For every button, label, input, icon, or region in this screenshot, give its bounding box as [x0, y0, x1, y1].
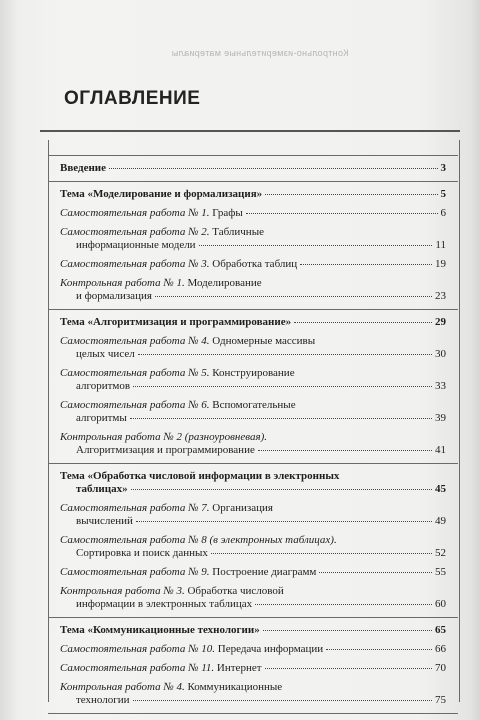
dot-leader [246, 213, 438, 214]
toc-item-line [60, 258, 446, 271]
divider [48, 617, 458, 618]
toc-item-text [76, 598, 252, 611]
divider [48, 463, 458, 464]
toc-item-title: алгоритмы [76, 412, 127, 424]
toc-item-line [60, 335, 446, 348]
dot-leader [319, 572, 432, 573]
toc-item-text [76, 412, 127, 425]
toc-item-page: 6 [440, 207, 446, 219]
toc-item-title: Алгоритмизация и программирование [76, 444, 255, 456]
toc-item-line [60, 277, 446, 290]
toc-item-line [60, 444, 446, 457]
toc-item-text [60, 367, 295, 380]
divider [48, 155, 458, 156]
toc-item-title: Моделирование [187, 277, 262, 289]
toc-item-line [60, 290, 446, 303]
toc-item-kind: Самостоятельная работа № 7. [60, 502, 210, 514]
toc-item-line [60, 502, 446, 515]
toc-item [60, 399, 446, 425]
toc-item-line [60, 547, 446, 560]
toc-item-page: 60 [435, 598, 446, 610]
toc-item-kind: Самостоятельная работа № 5. [60, 367, 210, 379]
toc-item-title: Вспомогательные [212, 399, 296, 411]
toc-topic-label: Тема «Алгоритмизация и программирование» [60, 316, 292, 328]
toc-item-line [60, 534, 446, 547]
running-head-mirrored: Контрольно-измерительные материалы [171, 48, 349, 58]
toc-topic [60, 624, 446, 637]
dot-leader [300, 264, 432, 265]
toc-item-text [76, 694, 130, 707]
divider [48, 713, 458, 714]
toc-entry-page: 3 [440, 162, 446, 174]
dot-leader [155, 296, 432, 297]
toc-item-page: 75 [435, 694, 446, 706]
toc-item-title: технологии [76, 694, 130, 706]
toc-item-kind: Самостоятельная работа № 11. [60, 662, 215, 674]
toc-item-line [60, 380, 446, 393]
toc-item-title: информационные модели [76, 239, 196, 251]
toc-item-kind: Самостоятельная работа № 8 (в электронных таблицах). [60, 534, 337, 546]
toc-item [60, 431, 446, 457]
dot-leader [326, 649, 432, 650]
toc-item-text [76, 239, 196, 252]
toc-item-text [60, 662, 262, 675]
toc-item [60, 662, 446, 675]
toc-item-title: Организация [212, 502, 273, 514]
toc-item-kind: Самостоятельная работа № 6. [60, 399, 210, 411]
toc-item-page: 52 [435, 547, 446, 559]
toc-topic-line [60, 470, 446, 483]
toc-item-title: Одномерные массивы [212, 335, 316, 347]
toc-entry-intro [60, 162, 446, 175]
toc-item-line [60, 239, 446, 252]
toc-item-kind: Самостоятельная работа № 4. [60, 335, 210, 347]
toc-item [60, 566, 446, 579]
toc-item-title: вычислений [76, 515, 133, 527]
toc-item-title: Построение диаграмм [212, 566, 317, 578]
divider [48, 181, 458, 182]
toc-item-page: 11 [435, 239, 446, 251]
divider [48, 309, 458, 310]
dot-leader [265, 668, 432, 669]
toc-item-text [76, 444, 255, 457]
toc-item-text [60, 681, 282, 694]
dot-leader [130, 418, 432, 419]
toc-item [60, 207, 446, 220]
toc-topic-line [60, 483, 446, 496]
toc-item-line [60, 694, 446, 707]
toc-item-kind: Самостоятельная работа № 1. [60, 207, 210, 219]
toc-item-text [60, 258, 297, 271]
toc-item-page: 41 [435, 444, 446, 456]
toc-item-line [60, 207, 446, 220]
toc-item-kind: Контрольная работа № 2 (разноуровневая). [60, 431, 267, 443]
toc-item-text [60, 277, 262, 290]
toc-item [60, 226, 446, 252]
toc-item-line [60, 598, 446, 611]
toc-item-page: 49 [435, 515, 446, 527]
dot-leader [199, 245, 433, 246]
page-title: ОГЛАВЛЕНИЕ [64, 88, 201, 109]
toc-item-line [60, 681, 446, 694]
toc-item-text [60, 534, 337, 547]
dot-leader [294, 322, 432, 323]
toc-topic-label: Тема «Моделирование и формализация» [60, 188, 263, 200]
toc-item-text [60, 226, 264, 239]
toc-item [60, 258, 446, 271]
toc-item-text [60, 643, 323, 656]
toc-item-title: Графы [212, 207, 243, 219]
dot-leader [133, 700, 432, 701]
toc-item-text [60, 502, 273, 515]
toc-topic-line [60, 624, 446, 637]
dot-leader [136, 521, 432, 522]
toc-topic-page: 5 [440, 188, 446, 200]
toc-item-kind: Контрольная работа № 1. [60, 277, 185, 289]
dot-leader [109, 168, 437, 169]
toc-item-text [60, 585, 284, 598]
toc-item-line [60, 662, 446, 675]
toc-entry-label: Введение [60, 162, 107, 174]
toc-topic-page: 65 [435, 624, 446, 636]
toc-item-page: 23 [435, 290, 446, 302]
toc-item-page: 33 [435, 380, 446, 392]
toc-item-title: Табличные [212, 226, 264, 238]
toc-item-line [60, 643, 446, 656]
toc-topic-label: Тема «Обработка числовой информации в электронных [60, 470, 340, 482]
toc-item-line [60, 585, 446, 598]
toc-topic-line [60, 188, 446, 201]
toc-topic-page: 29 [435, 316, 446, 328]
toc-item [60, 585, 446, 611]
toc-item-line [60, 566, 446, 579]
toc-item-title: Коммуникационные [187, 681, 283, 693]
dot-leader [138, 354, 432, 355]
toc-item [60, 681, 446, 707]
dot-leader [265, 194, 437, 195]
toc-item [60, 502, 446, 528]
toc-item-page: 66 [435, 643, 446, 655]
dot-leader [211, 553, 432, 554]
toc-item-page: 70 [435, 662, 446, 674]
toc-topic-label: Тема «Коммуникационные технологии» [60, 624, 260, 636]
toc-item-title: Обработка таблиц [212, 258, 298, 270]
toc-topic [60, 188, 446, 201]
toc-item-text [60, 399, 296, 412]
dot-leader [258, 450, 432, 451]
toc-item-title: целых чисел [76, 348, 135, 360]
toc-item-kind: Контрольная работа № 3. [60, 585, 185, 597]
toc-item-text [60, 335, 315, 348]
toc-topic-page: 45 [435, 483, 446, 495]
toc-item-title: Конструирование [212, 367, 295, 379]
toc-topic [60, 470, 446, 496]
toc-item-line [60, 412, 446, 425]
toc-item-page: 30 [435, 348, 446, 360]
toc-item-title: Интернет [216, 662, 262, 674]
toc-item [60, 335, 446, 361]
toc-topic [60, 316, 446, 329]
toc-item-text [76, 515, 133, 528]
toc-item-title: и формализация [76, 290, 152, 302]
toc-item [60, 367, 446, 393]
toc-item-title: информации в электронных таблицах [76, 598, 253, 610]
dot-leader [255, 604, 432, 605]
toc-item-line [60, 348, 446, 361]
toc-item-line [60, 399, 446, 412]
table-of-contents [60, 150, 446, 720]
toc-item-text [60, 207, 243, 220]
toc-item-line [60, 226, 446, 239]
toc-item-page: 39 [435, 412, 446, 424]
toc-item-title: Передача информации [217, 643, 324, 655]
dot-leader [263, 630, 432, 631]
toc-item-line [60, 367, 446, 380]
toc-item-kind: Самостоятельная работа № 10. [60, 643, 215, 655]
toc-item [60, 277, 446, 303]
toc-item-text [76, 290, 152, 303]
toc-item-kind: Самостоятельная работа № 2. [60, 226, 210, 238]
toc-item-page: 19 [435, 258, 446, 270]
toc-item-text [60, 566, 316, 579]
toc-item-kind: Самостоятельная работа № 9. [60, 566, 210, 578]
toc-item [60, 534, 446, 560]
toc-item-text [76, 380, 130, 393]
toc-item-page: 55 [435, 566, 446, 578]
toc-topic-label: таблицах» [76, 483, 128, 495]
toc-item-title: алгоритмов [76, 380, 131, 392]
toc-item [60, 643, 446, 656]
toc-item-text [76, 348, 135, 361]
toc-item-title: Обработка числовой [187, 585, 284, 597]
toc-item-kind: Контрольная работа № 4. [60, 681, 185, 693]
toc-item-text [76, 547, 208, 560]
dot-leader [133, 386, 432, 387]
toc-topic-line [60, 316, 446, 329]
toc-item-line [60, 515, 446, 528]
toc-item-title: Сортировка и поиск данных [76, 547, 208, 559]
toc-item-text [60, 431, 267, 444]
toc-item-kind: Самостоятельная работа № 3. [60, 258, 210, 270]
dot-leader [131, 489, 432, 490]
toc-item-line [60, 431, 446, 444]
